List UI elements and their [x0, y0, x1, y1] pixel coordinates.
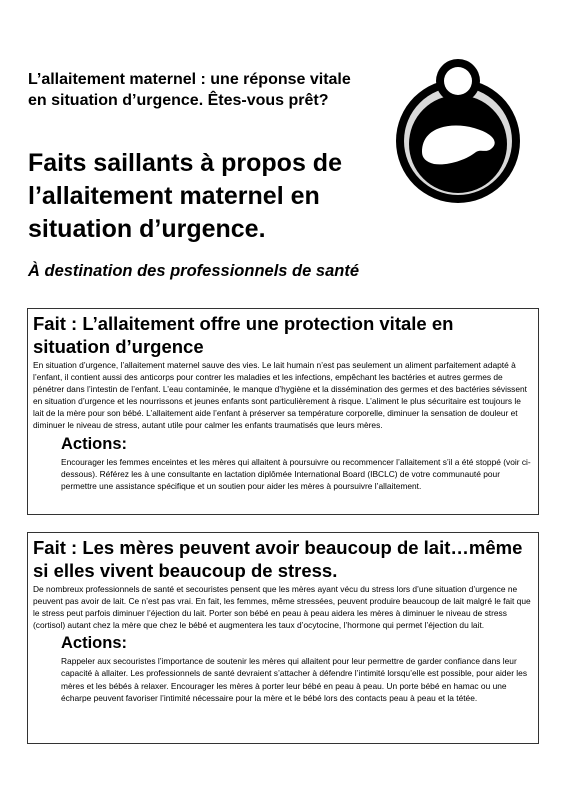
actions-heading: Actions: — [61, 634, 127, 653]
page-title: Faits saillants à propos de l’allaitement maternel en situation d’urgence. — [28, 149, 342, 243]
actions-section — [61, 435, 532, 492]
actions-heading: Actions: — [61, 434, 127, 453]
actions-text: Encourager les femmes enceintes et les mères qui allaitent à poursuivre ou recommencer l’allaitement s’il a été stoppé (voir ci-dessous). Référez les à une consultante en lactation diplômée International Board (IBCLC) de votre communauté pour permettre une assistance spécifique et un soutien pour aider les mères à poursuivre l’allaitement. — [61, 456, 531, 491]
fact-title: Fait : Les mères peuvent avoir beaucoup de lait…même si elles vivent beaucoup de stress. — [33, 537, 523, 581]
audience-label: À destination des professionnels de santé — [28, 262, 359, 280]
fact-body: De nombreux professionnels de santé et secouristes pensent que les mères ayant vécu du stress lors d’une situation d’urgence ne peuvent pas avoir de lait. Ce n’est pas vrai. En fait, les femmes, même stressées, peuvent produire beaucoup de lait malgré le fait que le stress peut parfois diminuer l’éjection du lait. Porter son bébé en peau à peau aidera les mères à diminuer le niveau de stress (cortisol) autant chez la mère que chez le bébé et augmentera les taux d’ocytocine, l’hormone qui permet l’éjection du lait. — [33, 584, 531, 631]
fact-title: Fait : L’allaitement offre une protection vitale en situation d’urgence — [33, 313, 454, 357]
document-subtitle: L’allaitement maternel : une réponse vitale en situation d’urgence. Êtes-vous prêt? — [28, 71, 351, 109]
actions-section — [61, 634, 532, 703]
fact-body: En situation d’urgence, l’allaitement maternel sauve des vies. Le lait humain n’est pas seulement un aliment parfaitement adapté à l’enfant, il contient aussi des anticorps pour contrer les maladies et les infections, empêchant les bactéries et autres germes de pénétrer dans l’intestin de l’enfant. L’eau contaminée, le manque d’hygiène et la dissémination des germes et des bactéries sévissent en situation d’urgence et les nourrissons et jeunes enfants sont particulièrement à risque. L’aliment le plus sécuritaire est toujours le lait de la mère pour son bébé. L’allaitement aide l’enfant à préserver sa température corporelle, diminuer la sensation de douleur et diminuer le niveau de stress, autant utile pour calmer les enfants traumatisés que leurs mères. — [33, 360, 527, 431]
fact-box — [27, 308, 539, 515]
breastfeeding-symbol-icon — [388, 56, 528, 206]
fact-box — [27, 532, 539, 744]
actions-text: Rappeler aux secouristes l’importance de soutenir les mères qui allaitent pour leur permettre de garder confiance dans leur capacité à allaiter. Les professionnels de santé devraient s’attacher à défendre l’intimité lorsqu’elle est possible, pour aider les mères et les bébés à relaxer. Encourager les mères à porter leur bébé en peau à peau. Un porte bébé en hamac ou une écharpe peuvent favoriser l’intimité nécessaire pour la mère et le bébé lors des contacts peau à peau et la tétée. — [61, 656, 528, 703]
